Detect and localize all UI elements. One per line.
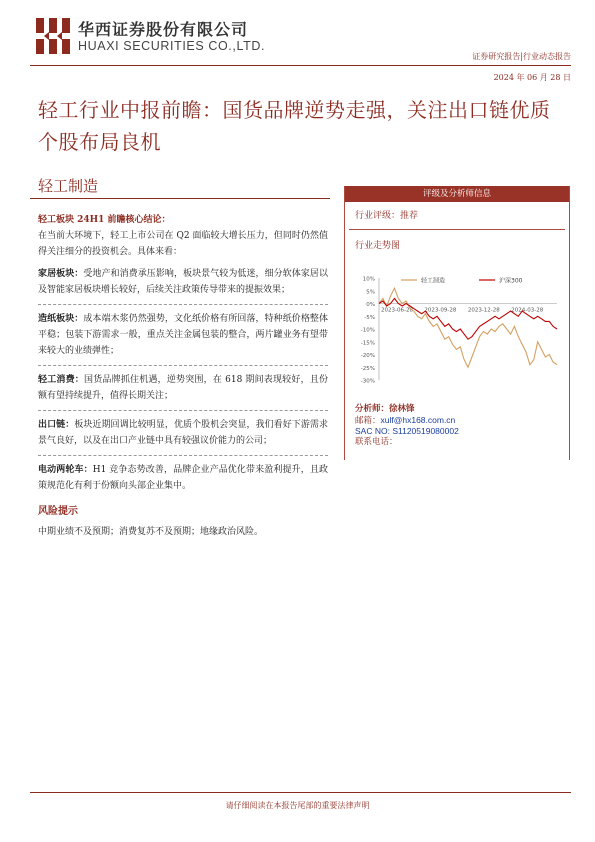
sidebar-header: 评级及分析师信息 [345,186,569,202]
industry-name: 轻工制造 [38,177,99,195]
sector-label: 家居板块： [38,269,84,279]
x-tick-label: 2023-09-28 [424,307,457,314]
sector-label: 轻工消费： [38,375,85,385]
rating-label: 行业评级： [355,211,401,221]
x-tick-label: 2023-12-28 [467,307,500,314]
y-tick-label: -5% [364,314,375,321]
series-line [379,288,557,367]
trend-title: 行业走势图 [355,241,401,251]
sector-text: 成本端木浆仍然强势，文化纸价格有所回落，特种纸价格整体平稳；包装下游需求一般，重点关注金属包装的整合，两片罐业务有望带来较大的业绩弹性； [38,314,328,356]
sac-number: S1120519080002 [392,426,459,436]
legend-label: 沪深300 [499,277,523,285]
report-date: 2024 年 06 月 28 日 [493,73,571,82]
series-line [379,298,557,339]
trend-chart [349,268,567,388]
sector-paragraph [38,417,328,449]
intro-paragraph: 在当前大环境下，轻工上市公司在 Q2 面临较大增长压力，但同时仍然值得关注细分的投资机会。具体来看： [38,231,328,257]
industry-divider [30,198,330,199]
sector-paragraph [38,462,328,494]
header-divider [30,65,571,66]
document-type: 证券研究报告|行业动态报告 [472,52,571,61]
legal-notice: 请仔细阅读在本报告尾部的重要法律声明 [225,801,370,810]
sector-text: 国货品牌抓住机遇，逆势突围，在 618 期间表现较好，且份额有望持续提升，值得长期关注； [38,375,328,401]
analyst-label: 分析师： [355,404,390,414]
main-body [38,212,328,540]
rating-sidebar [344,186,570,460]
y-tick-label: 0% [366,302,375,308]
legend-label: 轻工制造 [421,277,446,285]
sector-text: H1 竞争态势改善，品牌企业产品优化带来盈利提升，且政策规范化有利于份额向头部企业集中。 [38,465,328,491]
y-tick-label: -20% [360,353,375,359]
analyst-info [355,404,459,447]
y-tick-label: 10% [362,276,375,283]
y-tick-label: -10% [360,327,375,334]
paragraph-divider [38,365,328,366]
email-label: 邮箱： [355,415,381,426]
paragraph-divider [38,410,328,411]
company-name-en: HUAXI SECURITIES CO.,LTD. [78,39,266,53]
report-title: 轻工行业中报前瞻：国货品牌逆势走强，关注出口链优质个股布局良机 [38,98,551,154]
sector-label: 出口链： [38,420,75,430]
x-tick-label: 2023-06-28 [381,307,413,314]
sector-paragraph [38,266,328,298]
sector-label: 造纸板块： [38,314,84,324]
y-tick-label: -30% [360,378,375,385]
rating-value: 推荐 [400,211,419,221]
y-tick-label: -25% [360,365,375,372]
paragraph-divider [38,304,328,305]
sector-paragraph [38,372,328,404]
sector-label: 电动两轮车： [38,465,93,475]
sector-paragraph [38,311,328,359]
x-tick-label: 2024-03-28 [511,307,544,314]
phone-label: 联系电话： [355,436,398,447]
trend-chart-svg [349,268,567,388]
sac-label: SAC NO: [355,426,390,436]
analyst-email[interactable]: xulf@hx168.com.cn [380,414,456,425]
paragraph-divider [38,455,328,456]
risk-text: 中期业绩不及预期；消费复苏不及预期；地缘政治风险。 [38,527,264,537]
company-name-cn: 华西证券股份有限公司 [78,20,249,39]
risk-title: 风险提示 [38,506,78,517]
y-tick-label: 5% [366,289,375,296]
rating-row [345,202,569,223]
sector-text: 板块近期回调比较明显，优质个股机会突显，我们看好下游需求景气良好，以及在出口产业链中具有较强议价能力的公司； [38,420,328,446]
sector-text: 受地产和消费承压影响，板块景气较为低迷，细分软体家居以及智能家居板块增长较好，后续关注政策传导带来的提振效果； [38,269,328,295]
footer-divider [30,792,571,793]
y-tick-label: -15% [360,340,375,347]
core-conclusion-title: 轻工板块 24H1 前瞻核心结论： [38,215,171,225]
company-logo [36,18,70,54]
analyst-name: 徐林锋 [389,404,415,414]
